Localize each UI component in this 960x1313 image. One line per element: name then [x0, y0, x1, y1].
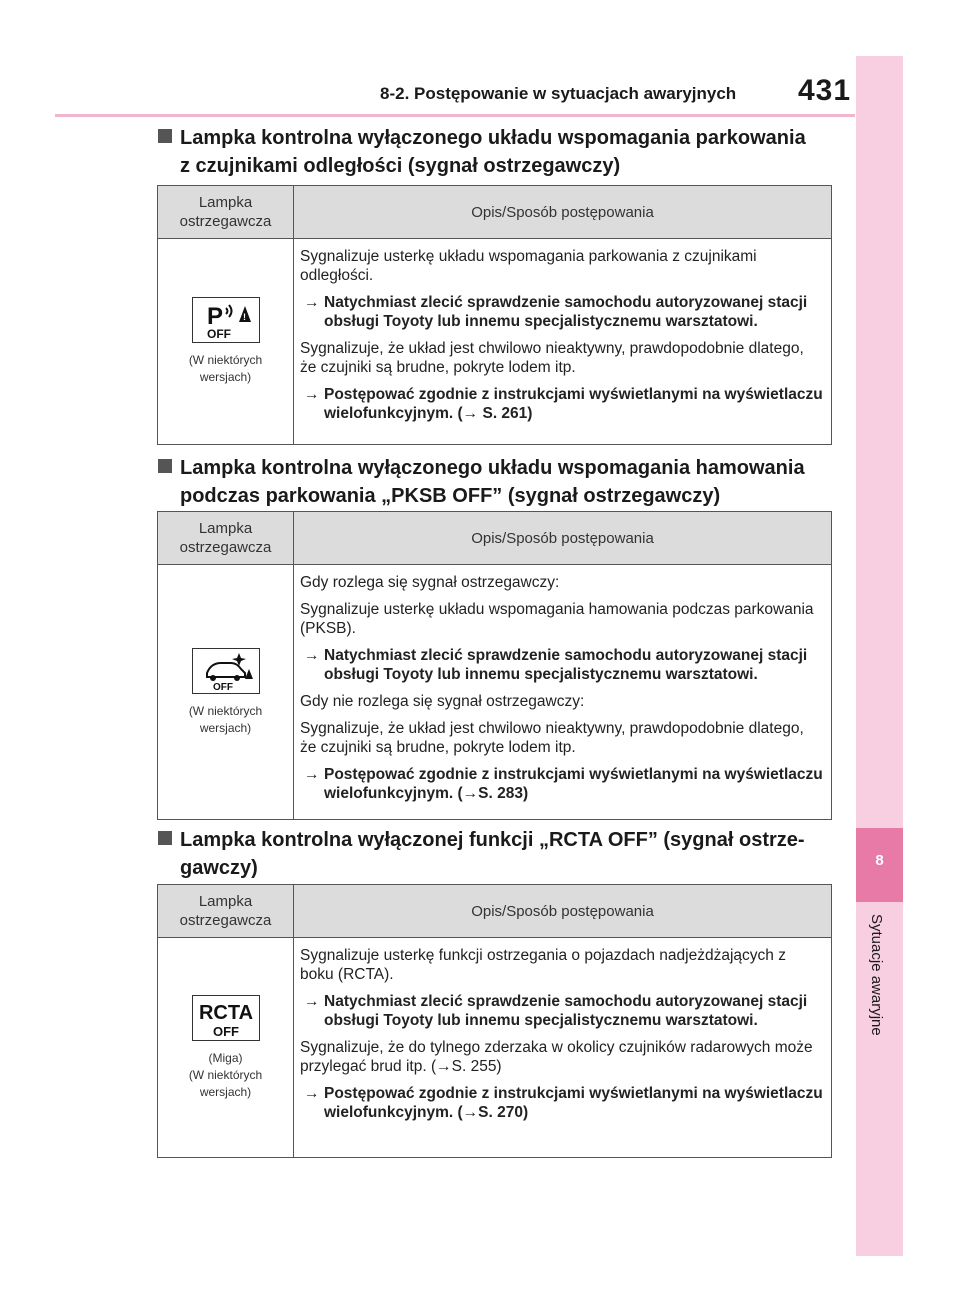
svg-text:OFF: OFF — [212, 681, 233, 693]
section-heading-rcta: Lampka kontrolna wyłączonej funkcji „RCTA OFF” (sygnał ostrze- gawczy) — [158, 826, 848, 882]
heading-bullet — [158, 831, 172, 845]
section-title: 8-2. Postępowanie w sytuacjach awaryjnych — [380, 84, 737, 103]
page-number: 431 — [798, 74, 852, 107]
rcta-off-icon — [192, 995, 260, 1041]
action-item: → Postępować zgodnie z instrukcjami wyświetlanymi na wyświetlaczu wielofunkcyjnym. (→ S. 261) — [304, 386, 823, 422]
section-heading-parking-sensor: Lampka kontrolna wyłączonego układu wspomagania parkowania z czujnikami odległości (sygnał ostrzegawczy) — [158, 124, 848, 180]
table-header-description: Opis/Sposób postępowania — [294, 186, 832, 239]
lamp-caption: (W niektórych wersjach) — [188, 353, 263, 384]
chapter-side-tab — [856, 56, 903, 1256]
svg-text:OFF: OFF — [212, 1023, 239, 1039]
header-divider — [55, 114, 855, 117]
pksb-off-icon — [192, 648, 260, 694]
heading-bullet — [158, 459, 172, 473]
lamp-cell — [158, 938, 294, 1158]
parking-sensor-off-icon — [192, 297, 260, 343]
svg-text:RCTA: RCTA — [198, 1001, 253, 1024]
heading-bullet — [158, 129, 172, 143]
warning-table-rcta — [157, 884, 832, 1158]
chapter-number: 8 — [875, 852, 884, 869]
table-header-lamp: Lampka ostrzegawcza — [158, 885, 294, 938]
action-item: → Postępować zgodnie z instrukcjami wyświetlanymi na wyświetlaczu wielofunkcyjnym. (→S. 283) — [304, 766, 823, 802]
svg-text:OFF: OFF — [206, 327, 231, 341]
lamp-cell — [158, 565, 294, 820]
action-item: → Natychmiast zlecić sprawdzenie samochodu autoryzowanej stacji obsługi Toyoty lub innemu specjalistycznemu warsztatowi. — [304, 993, 808, 1029]
lamp-caption-blink: (Miga) — [208, 1050, 243, 1065]
lamp-cell — [158, 239, 294, 445]
section-heading-pksb: Lampka kontrolna wyłączonego układu wspomagania hamowania podczas parkowania „PKSB OFF” (sygnał ostrzegawczy) — [158, 454, 848, 510]
lamp-caption: (W niektórych wersjach) — [188, 703, 263, 735]
warning-table-parking-sensor — [157, 185, 832, 445]
description-cell: Gdy rozlega się sygnał ostrzegawczy: Sygnalizuje usterkę układu wspomagania hamowania podczas parkowania (PKSB). → Natychmiast zlecić sprawdzenie samochodu autoryzowanej stacji obsługi Toyoty lub innemu specjalistycznemu warsztatowi. Gdy nie rozlega się sygnał ostrzegawczy: Sygnalizuje, że układ jest chwilowo nieaktywny, prawdopodobnie dlatego, że czujniki są brudne, pokryte lodem itp. → Postępować zgodnie z instrukcjami wyświetlanymi na wyświetlaczu wielofunkcyjnym. (→S. 283) — [294, 565, 832, 820]
svg-text:!: ! — [242, 312, 246, 322]
action-item: → Natychmiast zlecić sprawdzenie samochodu autoryzowanej stacji obsługi Toyoty lub innemu specjalistycznemu warsztatowi. — [304, 294, 808, 330]
table-header-description: Opis/Sposób postępowania — [294, 512, 832, 565]
action-item: → Postępować zgodnie z instrukcjami wyświetlanymi na wyświetlaczu wielofunkcyjnym. (→S. 270) — [304, 1085, 823, 1121]
lamp-caption: (W niektórych wersjach) — [188, 1067, 263, 1099]
description-cell: Sygnalizuje usterkę funkcji ostrzegania o pojazdach nadjeżdżających z boku (RCTA). → Natychmiast zlecić sprawdzenie samochodu autoryzowanej stacji obsługi Toyoty lub innemu specjalistycznemu warsztatowi. Sygnalizuje, że do tylnego zderzaka w okolicy czujników radarowych może przylegać brud itp. (→S. 255) → Postępować zgodnie z instrukcjami wyświetlanymi na wyświetlaczu wielofunkcyjnym. (→S. 270) — [294, 938, 832, 1158]
svg-text:P: P — [206, 303, 223, 330]
table-header-lamp: Lampka ostrzegawcza — [158, 186, 294, 239]
chapter-label: Sytuacje awaryjne — [868, 914, 885, 1036]
action-item: → Natychmiast zlecić sprawdzenie samochodu autoryzowanej stacji obsługi Toyoty lub innemu specjalistycznemu warsztatowi. — [304, 647, 808, 683]
description-cell: Sygnalizuje usterkę układu wspomagania parkowania z czujnikami odległości. → Natychmiast zlecić sprawdzenie samochodu autoryzowanej stacji obsługi Toyoty lub innemu specjalistycznemu warsztatowi. Sygnalizuje, że układ jest chwilowo nieaktywny, prawdopodobnie dlatego, że czujniki są brudne, pokryte lodem itp. → Postępować zgodnie z instrukcjami wyświetlanymi na wyświetlaczu wielofunkcyjnym. (→ S. 261) — [294, 239, 832, 445]
table-header-lamp: Lampka ostrzegawcza — [158, 512, 294, 565]
warning-table-pksb — [157, 511, 832, 820]
table-header-description: Opis/Sposób postępowania — [294, 885, 832, 938]
